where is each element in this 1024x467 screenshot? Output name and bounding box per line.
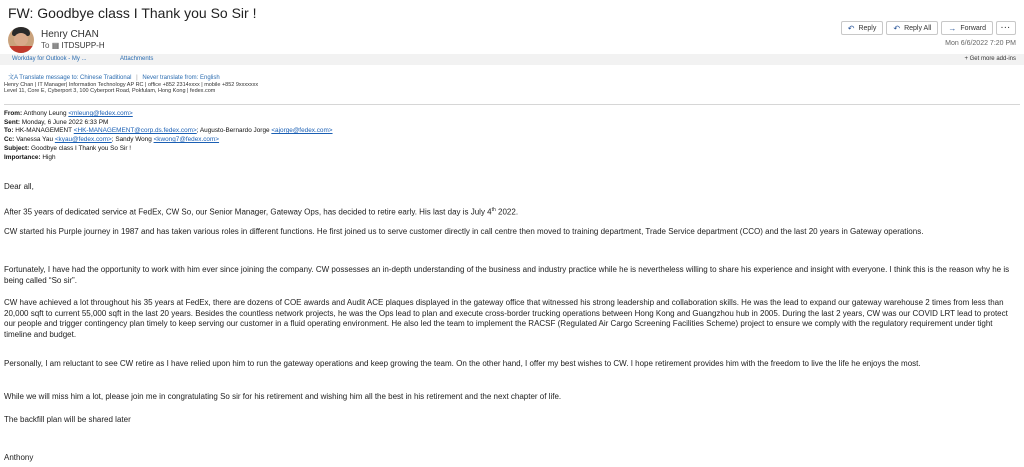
reply-label: Reply	[858, 24, 877, 32]
message-actions	[841, 21, 1016, 35]
fwd-subject-row	[4, 145, 333, 154]
fwd-cc-name-1: Vanessa Yau	[16, 136, 54, 144]
fwd-subject-label: Subject:	[4, 144, 30, 152]
body-paragraph-7: The backfill plan will be shared later	[4, 415, 131, 424]
attachments-link[interactable]: Attachments	[120, 56, 154, 62]
reply-all-icon: ↶	[893, 23, 901, 33]
translate-icon: 文A	[8, 75, 18, 81]
fwd-to-label: To:	[4, 127, 14, 135]
body-signoff: Anthony	[4, 453, 34, 462]
fwd-cc-email-2[interactable]: <kwong7@fedex.com>	[153, 136, 220, 144]
fwd-cc-email-1[interactable]: <kyau@fedex.com>	[54, 136, 112, 144]
fwd-to-row	[4, 127, 333, 136]
avatar-shirt	[8, 46, 34, 53]
translate-bar	[8, 72, 220, 81]
to-label: To	[41, 41, 50, 50]
get-more-addins-link[interactable]: + Get more add-ins	[964, 56, 1016, 62]
reply-all-label: Reply All	[904, 24, 932, 32]
forward-label: Forward	[960, 24, 986, 32]
signature-line-1: Henry Chan | IT Manager| Information Technology AP RC | office +852 2314xxxx | mobile +852 9xxxxxxx	[4, 82, 259, 88]
translate-separator: |	[136, 75, 138, 81]
avatar[interactable]	[8, 27, 34, 53]
group-icon: ▦	[51, 41, 60, 50]
fwd-cc-label: Cc:	[4, 136, 15, 144]
body-paragraph-6: While we will miss him a lot, please join me in congratulating So sir for his retirement and wishing him all the best in his retirement and the next chapter of life.	[4, 392, 562, 401]
forward-icon: →	[948, 23, 957, 33]
fwd-cc-row	[4, 136, 333, 145]
p1-sup: th	[491, 207, 496, 213]
fwd-cc-name-2: ; Sandy Wong	[111, 136, 152, 144]
reply-all-button[interactable]	[886, 21, 938, 35]
fwd-to-name-2: ; Augusto-Bernardo Jorge	[196, 127, 270, 135]
fwd-to-name-1: HK-MANAGEMENT	[15, 127, 72, 135]
forward-button[interactable]	[941, 21, 993, 35]
divider	[4, 104, 1020, 105]
fwd-to-email-1[interactable]: <HK-MANAGEMENT@corp.ds.fedex.com>	[73, 127, 197, 135]
to-line	[41, 41, 105, 50]
forwarded-header	[4, 110, 333, 162]
addin-bar	[0, 54, 1024, 65]
body-paragraph-4: CW have achieved a lot throughout his 35 years at FedEx, there are dozens of COE awards and Audit ACE plaques displayed in the gateway office that witnessed his strong leadership and collaboration skills. He was the lead to expand our gateway warehouse 2 times from less than 20,000 sqft to current 55,000 sqft in the last 20 years. Besides the countless network projects, he was the Ops lead to plan and execute cross-border trucking operations between Hong Kong and Guangzhou hub in 2005. During the last 2 years, CW was our COVID LRT lead to protect our people and trigger contingency plan timely to keep serving our customer in a fluid operating environment. He also led the team to implement the RACSF (Regulated Air Cargo Screening Facilities Scheme) project to ensure we comply with the regulatory requirement under tight timeline and budget.	[4, 298, 1008, 339]
fwd-from-row	[4, 110, 333, 119]
p1-pre: After 35 years of dedicated service at FedEx, CW So, our Senior Manager, Gateway Ops, has decided to retire early. His last day is July 4	[4, 207, 492, 217]
fwd-from-name: Anthony Leung	[23, 110, 67, 117]
workday-addin-link[interactable]: Workday for Outlook - My ...	[12, 56, 87, 62]
fwd-sent-value: Monday, 6 June 2022 6:33 PM	[21, 118, 109, 126]
fwd-from-email[interactable]: <mleung@fedex.com>	[68, 110, 133, 117]
fwd-sent-row	[4, 119, 333, 128]
email-subject: FW: Goodbye class I Thank you So Sir !	[8, 5, 257, 21]
never-translate-link[interactable]: Never translate from: English	[142, 75, 220, 81]
fwd-importance-row	[4, 154, 333, 163]
fwd-importance-label: Importance:	[4, 153, 41, 161]
body-paragraph-2: CW started his Purple journey in 1987 and has taken various roles in different functions. He first joined us to serve customer directly in call centre then moved to training department, Trade Service department (CCO) and the last 20 years in Gateway operations.	[4, 227, 924, 236]
to-recipient[interactable]: ITDSUPP-H	[61, 41, 105, 50]
translate-message-link[interactable]: Translate message to: Chinese Traditional	[19, 75, 132, 81]
fwd-importance-value: High	[42, 153, 56, 161]
message-datetime: Mon 6/6/2022 7:20 PM	[945, 40, 1016, 47]
sender-name[interactable]: Henry CHAN	[41, 29, 99, 40]
fwd-from-label: From:	[4, 110, 23, 117]
body-greeting: Dear all,	[4, 182, 34, 191]
body-paragraph-3: Fortunately, I have had the opportunity to work with him ever since joining the company. CW possesses an in-depth understanding of the business and industry practice while he is nevertheless willing to share his experience and insight with everyone. I think this is the reason why he is being called “So sir”.	[4, 265, 1010, 285]
body-paragraph-5: Personally, I am reluctant to see CW retire as I have relied upon him to run the gateway operations and keep growing the team. On the other hand, I offer my best wishes to CW. I hope retirement provides him with the freedom to live the life he enjoys the most.	[4, 359, 921, 368]
body-paragraph-1	[4, 205, 1016, 218]
fwd-sent-label: Sent:	[4, 118, 20, 126]
reply-button[interactable]	[841, 21, 884, 35]
fwd-to-email-2[interactable]: <ajorge@fedex.com>	[271, 127, 333, 135]
fwd-subject-value: Goodbye class I Thank you So Sir !	[31, 144, 132, 152]
signature-line-2: Level 11, Core E, Cyberport 3, 100 Cyberport Road, Pokfulam, Hong Kong | fedex.com	[4, 88, 216, 94]
avatar-face	[14, 33, 28, 46]
reply-icon: ↶	[847, 23, 855, 33]
more-actions-button[interactable]: ···	[996, 21, 1016, 35]
p1-post: 2022.	[495, 207, 519, 217]
